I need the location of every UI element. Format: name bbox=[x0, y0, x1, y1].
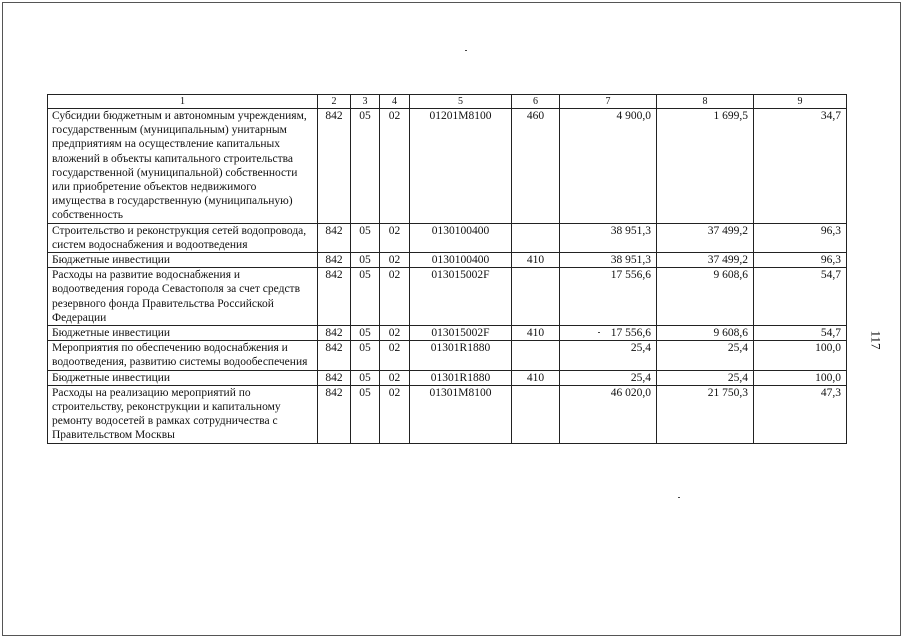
row-expense-type: 410 bbox=[512, 326, 560, 341]
row-percent: 34,7 bbox=[754, 109, 847, 224]
row-target-article: 01301R1880 bbox=[410, 341, 512, 370]
row-section: 05 bbox=[351, 223, 380, 252]
row-actual-amount: 37 499,2 bbox=[657, 253, 754, 268]
row-target-article: 0130100400 bbox=[410, 223, 512, 252]
row-chapter-code: 842 bbox=[318, 109, 351, 224]
row-name: Расходы на реализацию мероприятий по строительству, реконструкции и капитальному ремонту водосетей в рамках сотрудничества с Правительством Москвы bbox=[48, 385, 318, 443]
row-percent: 54,7 bbox=[754, 326, 847, 341]
row-subsection: 02 bbox=[380, 370, 410, 385]
row-subsection: 02 bbox=[380, 268, 410, 326]
row-section: 05 bbox=[351, 253, 380, 268]
column-header: 3 bbox=[351, 95, 380, 109]
row-actual-amount: 37 499,2 bbox=[657, 223, 754, 252]
table-row bbox=[48, 341, 847, 370]
table-row bbox=[48, 326, 847, 341]
row-name: Бюджетные инвестиции bbox=[48, 370, 318, 385]
page-number: 117 bbox=[868, 330, 884, 350]
table-row bbox=[48, 109, 847, 224]
row-actual-amount: 9 608,6 bbox=[657, 326, 754, 341]
scan-speck bbox=[465, 50, 467, 51]
row-chapter-code: 842 bbox=[318, 268, 351, 326]
row-chapter-code: 842 bbox=[318, 326, 351, 341]
row-section: 05 bbox=[351, 268, 380, 326]
row-percent: 96,3 bbox=[754, 223, 847, 252]
row-section: 05 bbox=[351, 370, 380, 385]
row-subsection: 02 bbox=[380, 341, 410, 370]
budget-table bbox=[47, 94, 847, 444]
row-plan-amount: 4 900,0 bbox=[560, 109, 657, 224]
row-target-article: 013015002F bbox=[410, 268, 512, 326]
row-target-article: 013015002F bbox=[410, 326, 512, 341]
row-percent: 54,7 bbox=[754, 268, 847, 326]
row-name: Субсидии бюджетным и автономным учреждениям, государственным (муниципальным) унитарным предприятиям на осуществление капитальных вложений в объекты капитального строительства государственной (муниципальной) собственности или приобретение объектов недвижимого имущества в государственную (муниципальную) собственность bbox=[48, 109, 318, 224]
row-name: Расходы на развитие водоснабжения и водоотведения города Севастополя за счет средств резервного фонда Правительства Российской Федерации bbox=[48, 268, 318, 326]
row-target-article: 01201M8100 bbox=[410, 109, 512, 224]
column-header: 1 bbox=[48, 95, 318, 109]
column-header: 5 bbox=[410, 95, 512, 109]
row-actual-amount: 21 750,3 bbox=[657, 385, 754, 443]
row-plan-amount: 46 020,0 bbox=[560, 385, 657, 443]
table-row bbox=[48, 268, 847, 326]
row-percent: 96,3 bbox=[754, 253, 847, 268]
column-header: 9 bbox=[754, 95, 847, 109]
table-row bbox=[48, 370, 847, 385]
row-chapter-code: 842 bbox=[318, 223, 351, 252]
row-target-article: 01301M8100 bbox=[410, 385, 512, 443]
row-chapter-code: 842 bbox=[318, 341, 351, 370]
scan-speck bbox=[678, 497, 680, 498]
table-row bbox=[48, 385, 847, 443]
row-expense-type bbox=[512, 341, 560, 370]
row-chapter-code: 842 bbox=[318, 253, 351, 268]
column-header: 6 bbox=[512, 95, 560, 109]
row-section: 05 bbox=[351, 326, 380, 341]
row-name: Мероприятия по обеспечению водоснабжения и водоотведения, развитию системы водообеспечения bbox=[48, 341, 318, 370]
row-expense-type bbox=[512, 268, 560, 326]
row-plan-amount: 38 951,3 bbox=[560, 223, 657, 252]
row-section: 05 bbox=[351, 341, 380, 370]
row-plan-amount: 38 951,3 bbox=[560, 253, 657, 268]
table-row bbox=[48, 253, 847, 268]
column-header: 2 bbox=[318, 95, 351, 109]
row-name: Бюджетные инвестиции bbox=[48, 326, 318, 341]
row-plan-amount: 25,4 bbox=[560, 370, 657, 385]
row-section: 05 bbox=[351, 109, 380, 224]
row-target-article: 01301R1880 bbox=[410, 370, 512, 385]
row-subsection: 02 bbox=[380, 109, 410, 224]
table-header-row bbox=[48, 95, 847, 109]
row-expense-type: 460 bbox=[512, 109, 560, 224]
column-header: 7 bbox=[560, 95, 657, 109]
row-section: 05 bbox=[351, 385, 380, 443]
row-subsection: 02 bbox=[380, 223, 410, 252]
row-percent: 47,3 bbox=[754, 385, 847, 443]
row-expense-type: 410 bbox=[512, 370, 560, 385]
row-plan-amount: 17 556,6 bbox=[560, 326, 657, 341]
row-name: Строительство и реконструкция сетей водопровода, систем водоснабжения и водоотведения bbox=[48, 223, 318, 252]
row-name: Бюджетные инвестиции bbox=[48, 253, 318, 268]
row-percent: 100,0 bbox=[754, 341, 847, 370]
row-actual-amount: 1 699,5 bbox=[657, 109, 754, 224]
row-chapter-code: 842 bbox=[318, 370, 351, 385]
row-plan-amount: 25,4 bbox=[560, 341, 657, 370]
row-target-article: 0130100400 bbox=[410, 253, 512, 268]
row-percent: 100,0 bbox=[754, 370, 847, 385]
row-subsection: 02 bbox=[380, 326, 410, 341]
column-header: 8 bbox=[657, 95, 754, 109]
row-plan-amount: 17 556,6 bbox=[560, 268, 657, 326]
row-actual-amount: 25,4 bbox=[657, 341, 754, 370]
column-header: 4 bbox=[380, 95, 410, 109]
row-actual-amount: 9 608,6 bbox=[657, 268, 754, 326]
row-expense-type: 410 bbox=[512, 253, 560, 268]
row-actual-amount: 25,4 bbox=[657, 370, 754, 385]
row-expense-type bbox=[512, 385, 560, 443]
row-subsection: 02 bbox=[380, 385, 410, 443]
table-row bbox=[48, 223, 847, 252]
row-subsection: 02 bbox=[380, 253, 410, 268]
row-expense-type bbox=[512, 223, 560, 252]
row-chapter-code: 842 bbox=[318, 385, 351, 443]
